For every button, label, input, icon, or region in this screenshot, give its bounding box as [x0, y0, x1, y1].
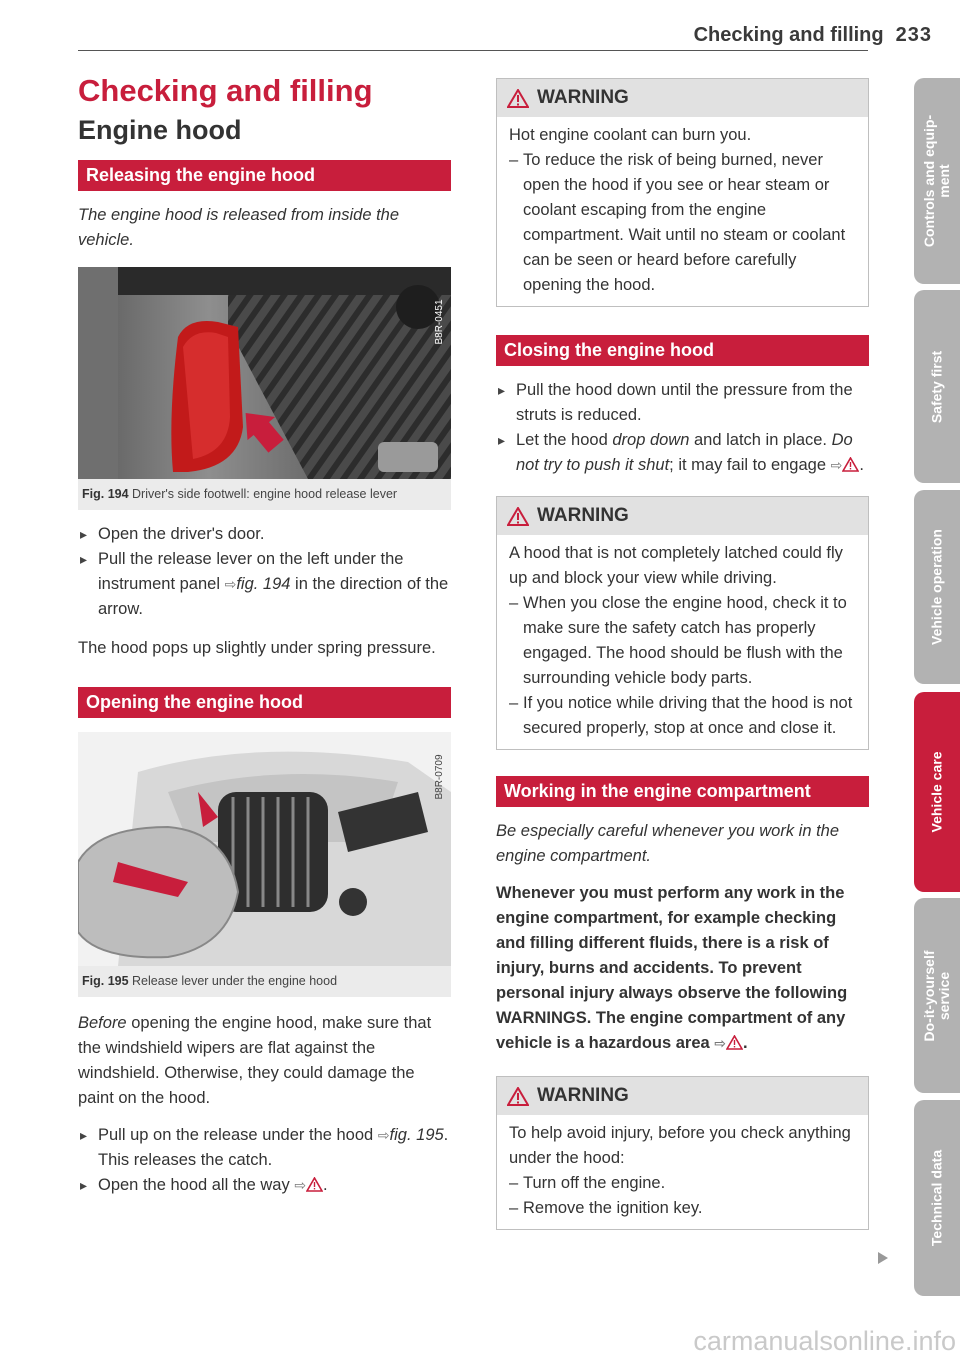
closing-step-2-a: Let the hood [516, 431, 608, 449]
opening-step-2-text: Open the hood all the way [98, 1175, 290, 1194]
closing-step-2-em2: Do not try to push it shut [516, 431, 853, 474]
caption-194 [78, 479, 451, 510]
figure-195-code: B8R-0709 [434, 754, 445, 800]
heading-releasing: Releasing the engine hood [78, 160, 451, 191]
warning-triangle-icon[interactable] [306, 1177, 323, 1192]
opening-step-1-text: Pull up on the release under the hood [98, 1125, 374, 1144]
closing-step-2-c: ; it may fail to engage [669, 456, 827, 474]
tab-do-it-yourself[interactable] [914, 898, 960, 1093]
opening-step-1 [78, 1123, 451, 1173]
warning-title: WARNING [537, 505, 629, 526]
warning-line: Hot engine coolant can burn you. [509, 126, 752, 144]
warning-item: – When you close the engine hood, check it to make sure the safety catch has properly engaged. The hood should be flush with the surrounding vehicle body parts. [509, 591, 856, 691]
warning-body [497, 535, 868, 749]
warning-line: A hood that is not completely latched could fly up and block your view while driving. [509, 544, 843, 587]
warning-item: – If you notice while driving that the hood is not secured properly, stop at once and close it. [509, 691, 856, 741]
right-column [496, 78, 869, 1230]
intro-compartment: Be especially careful whenever you work in the engine compartment. [496, 822, 840, 865]
tab-label: Controls and equip- ment [921, 114, 952, 248]
intro-releasing: The engine hood is released from inside the vehicle. [78, 205, 400, 249]
warning-item: – To reduce the risk of being burned, never open the hood if you see or hear steam or coolant escaping from the engine compartment. Wait until no steam or coolant can be seen or heard before carefully opening the hood. [509, 148, 856, 298]
left-column [78, 70, 451, 1198]
warning-triangle-icon [507, 1087, 529, 1106]
closing-steps [496, 378, 869, 478]
warning-triangle-icon[interactable] [842, 457, 859, 472]
warning-box-latch [496, 496, 869, 750]
closing-step-2: ▸ Let the hood drop down and latch in place. Do not try to push it shut; it may fail to engage ⇨ . [496, 428, 869, 478]
release-paragraph: The hood pops up slightly under spring pressure. [78, 638, 436, 657]
tab-vehicle-care[interactable] [914, 692, 960, 892]
warning-body [497, 117, 868, 306]
fig-194-link[interactable]: fig. 194 [236, 574, 291, 593]
tab-label: Vehicle operation [928, 529, 945, 645]
opening-steps [78, 1123, 451, 1198]
release-step-2-end: in the direction of the arrow. [98, 574, 449, 618]
opening-para-rest: opening the engine hood, make sure that the windshield wipers are flat against the windshield. Otherwise, they could damage the paint on the hood. [78, 1013, 432, 1107]
warning-header [497, 1077, 868, 1115]
arrow-ref-icon: ⇨ [830, 457, 843, 473]
warning-header [497, 79, 868, 117]
caption-195 [78, 966, 451, 997]
heading-opening: Opening the engine hood [78, 687, 451, 718]
warning-line: To help avoid injury, before you check anything under the hood: [509, 1124, 851, 1167]
closing-step-2-em: drop down [612, 431, 690, 449]
section-title: Engine hood [78, 114, 242, 145]
release-step-2 [78, 547, 451, 622]
warning-body [497, 1115, 868, 1229]
compartment-bold-paragraph: Whenever you must perform any work in the engine compartment, for example checking and filling different fluids, there is a risk of injury, burns and accidents. To prevent personal injury always observe the following WARNINGS. The engine compartment of any vehicle is a hazardous area ⇨ . [496, 884, 848, 1052]
figure-194 [78, 267, 451, 510]
opening-para-em: Before [78, 1013, 127, 1032]
watermark: carmanualsonline.info [693, 1326, 956, 1356]
fig-195-link[interactable]: fig. 195 [389, 1125, 444, 1144]
running-header [694, 24, 932, 47]
footwell-release-lever-image [78, 267, 451, 479]
warning-box-coolant [496, 78, 869, 307]
heading-closing: Closing the engine hood [496, 335, 869, 366]
fig-194-caption: Driver's side footwell: engine hood release lever [132, 486, 398, 501]
opening-paragraph [78, 1011, 451, 1111]
warning-triangle-icon [507, 89, 529, 108]
tab-vehicle-operation[interactable] [914, 490, 960, 684]
heading-compartment: Working in the engine compartment [496, 776, 869, 807]
warning-item: – Remove the ignition key. [509, 1196, 856, 1221]
warning-header [497, 497, 868, 535]
continue-arrow-icon [878, 1252, 888, 1264]
header-title: Checking and filling [693, 24, 884, 46]
tab-label: Vehicle care [928, 751, 945, 833]
opening-step-1-end: . This releases the catch. [98, 1125, 449, 1169]
arrow-ref-icon: ⇨ [714, 1035, 727, 1051]
header-rule [78, 50, 868, 51]
warning-title: WARNING [537, 87, 629, 108]
closing-step-2-b: and latch in place. [694, 431, 828, 449]
warning-box-hood-check [496, 1076, 869, 1230]
tab-controls[interactable] [914, 78, 960, 284]
opening-step-2: ▸ Open the hood all the way ⇨ . [78, 1173, 451, 1198]
arrow-ref-icon: ⇨ [224, 575, 237, 592]
closing-step-1: ▸ Pull the hood down until the pressure from the struts is reduced. [496, 378, 869, 428]
page-number: 233 [895, 24, 932, 46]
tab-label: Do-it-yourself service [921, 950, 952, 1041]
warning-item: – Turn off the engine. [509, 1171, 856, 1196]
release-steps [78, 522, 451, 622]
compartment-bold-text: Whenever you must perform any work in the engine compartment, for example checking and filling different fluids, there is a risk of injury, burns and accidents. To prevent personal injury always observe the following WARNINGS. The engine compartment of any vehicle is a hazardous area [496, 884, 848, 1052]
tab-technical-data[interactable] [914, 1100, 960, 1296]
release-step-2-text: Pull the release lever on the left under the instrument panel [98, 549, 404, 593]
fig-195-caption: Release lever under the engine hood [132, 973, 338, 988]
warning-triangle-icon [507, 507, 529, 526]
tab-safety[interactable] [914, 290, 960, 483]
fig-194-label: Fig. 194 [82, 486, 129, 501]
arrow-ref-icon: ⇨ [377, 1126, 390, 1143]
tab-label: Technical data [928, 1149, 945, 1247]
figure-195 [78, 732, 451, 997]
tab-label: Safety first [928, 350, 945, 423]
warning-title: WARNING [537, 1085, 629, 1106]
figure-194-code: B8R-0451 [434, 299, 445, 345]
release-step-1: ▸ Open the driver's door. [78, 522, 451, 547]
chapter-title: Checking and filling [78, 73, 373, 108]
hood-release-under-hood-image [78, 732, 451, 966]
fig-195-label: Fig. 195 [82, 973, 129, 988]
arrow-ref-icon: ⇨ [294, 1176, 307, 1193]
warning-triangle-icon[interactable] [726, 1035, 743, 1050]
